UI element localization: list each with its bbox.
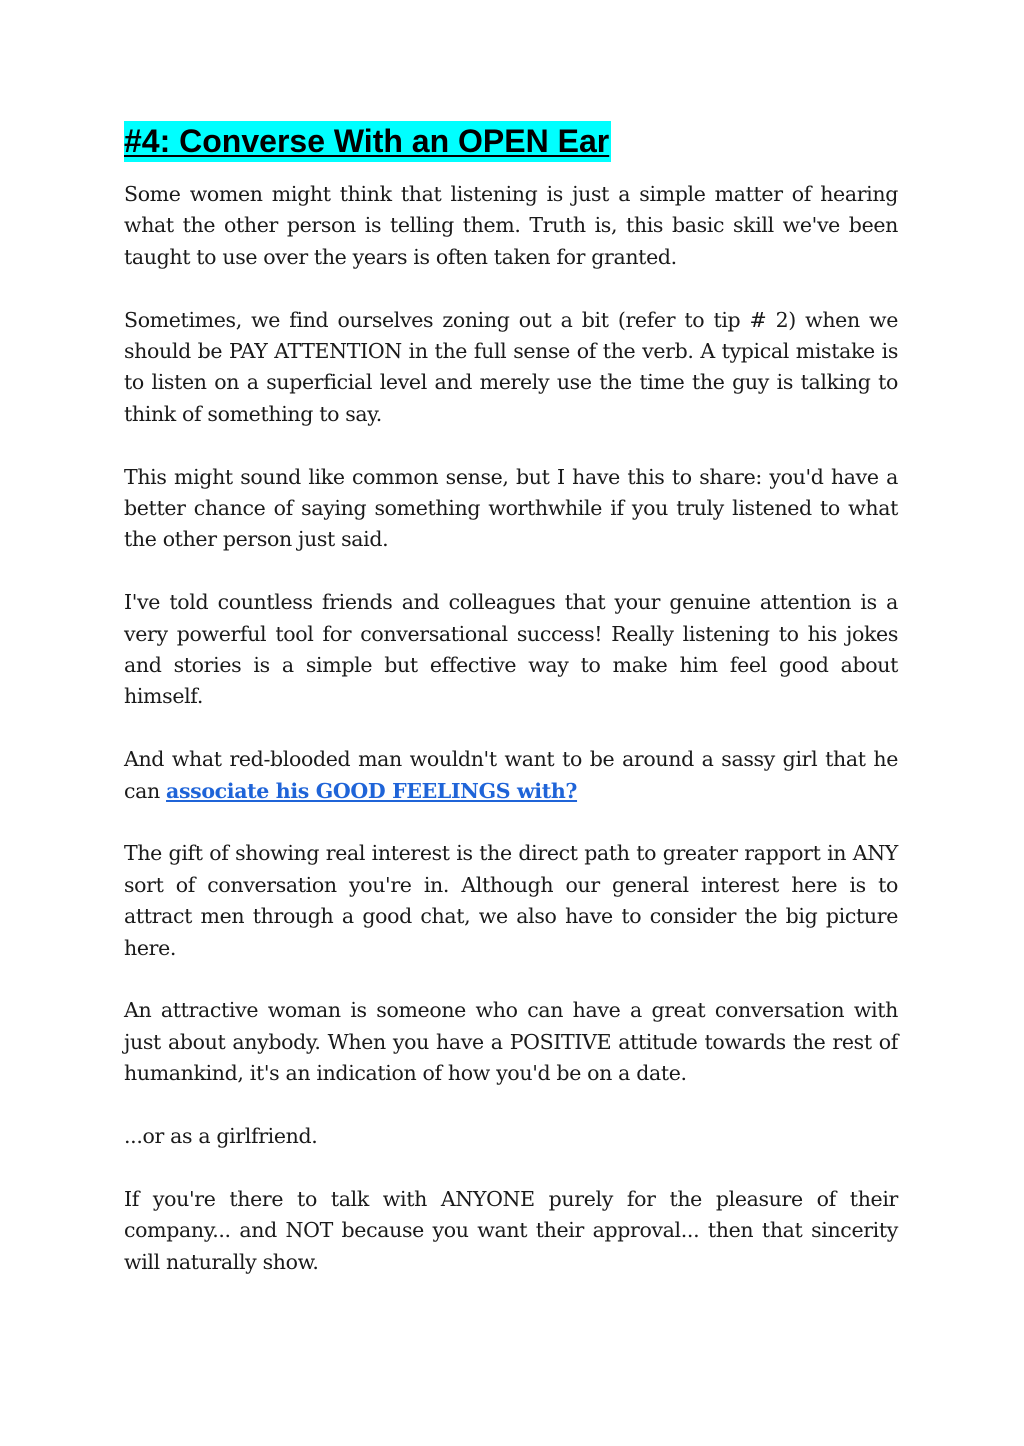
paragraph-listening-intro: Some women might think that listening is just a simple matter of hearing what the other person is telling them. Truth is, this basic skill we've been taught to use over the years is often taken for granted.	[124, 182, 898, 269]
paragraph-attractive-woman: An attractive woman is someone who can have a great conversation with just about anybody. When you have a POSITIVE attitude towards the rest of humankind, it's an indication of how you'd be on a date.	[124, 998, 898, 1086]
paragraph-real-interest: The gift of showing real interest is the direct path to greater rapport in ANY sort of conversation you're in. Although our general interest here is to attract men through a good chat, we also have to consider the big picture here.	[124, 841, 898, 960]
paragraph-genuine-attention: I've told countless friends and colleagues that your genuine attention is a very powerful tool for conversational success! Really listening to his jokes and stories is a simple but effective way to make him feel good about himself.	[124, 590, 898, 709]
paragraph-girlfriend: ...or as a girlfriend.	[124, 1124, 318, 1149]
document-page	[124, 121, 898, 1309]
paragraph-zoning-out: Sometimes, we find ourselves zoning out a bit (refer to tip # 2) when we should be PAY ATTENTION in the full sense of the verb. A typical mistake is to listen on a superficial level and merely use the time the guy is talking to think of something to say.	[124, 307, 898, 426]
good-feelings-link[interactable]: associate his GOOD FEELINGS with?	[166, 778, 578, 803]
paragraph-good-feelings-text: And what red-blooded man wouldn't want to be around a sassy girl that he can	[124, 747, 898, 803]
paragraph-sincerity: If you're there to talk with ANYONE purely for the pleasure of their company... and NOT because you want their approval... then that sincerity will naturally show.	[124, 1186, 898, 1274]
section-heading: #4: Converse With an OPEN Ear	[124, 121, 611, 162]
paragraph-good-feelings	[124, 744, 898, 807]
paragraph-common-sense: This might sound like common sense, but I have this to share: you'd have a better chance of saying something worthwhile if you truly listened to what the other person just said.	[124, 464, 898, 552]
